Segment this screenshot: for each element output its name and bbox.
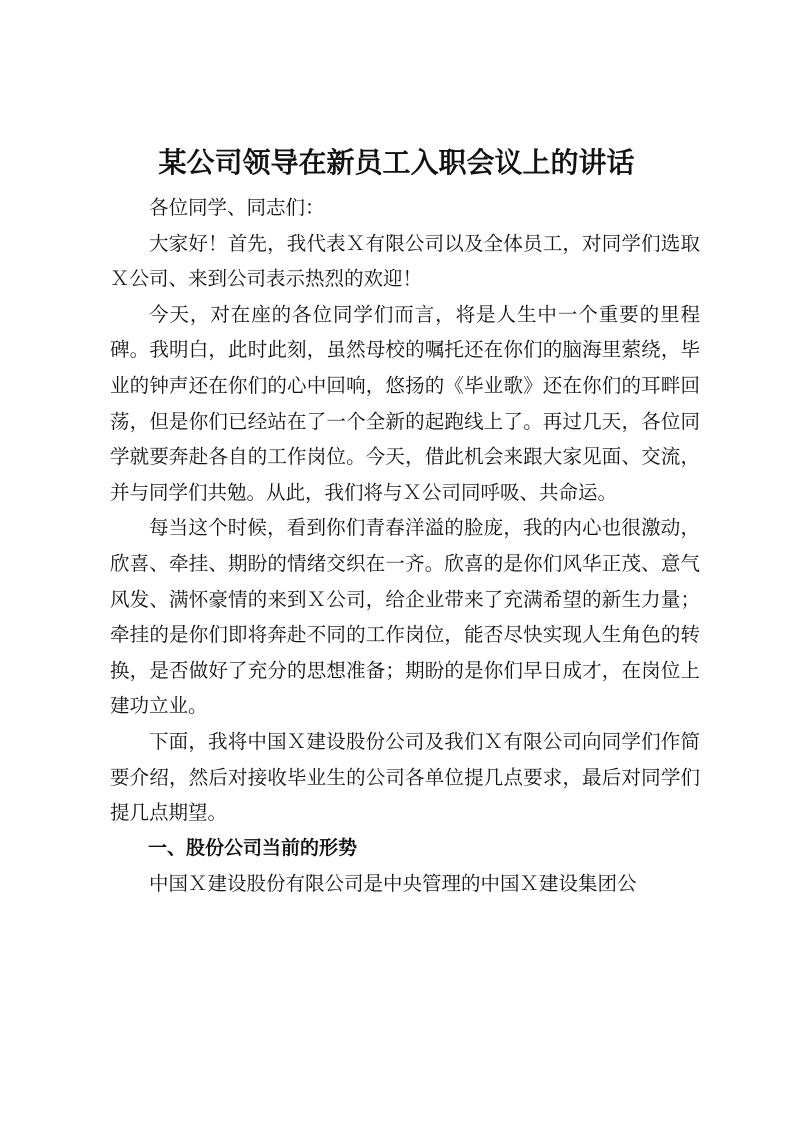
- paragraph-welcome: 大家好！首先，我代表Ｘ有限公司以及全体员工，对同学们选取Ｘ公司、来到公司表示热烈的欢迎！: [110, 231, 700, 291]
- paragraph-milestone: 今天，对在座的各位同学们而言，将是人生中一个重要的里程碑。我明白，此时此刻，虽然母校的嘱托还在你们的脑海里萦绕，毕业的钟声还在你们的心中回响，悠扬的《毕业歌》还在你们的耳畔回荡，但是你们已经站在了一个全新的起跑线上了。再过几天，各位同学就要奔赴各自的工作岗位。今天，借此机会来跟大家见面、交流，并与同学们共勉。从此，我们将与Ｘ公司同呼吸、共命运。: [110, 302, 700, 504]
- section-paragraph: 中国Ｘ建设股份有限公司是中央管理的中国Ｘ建设集团公: [149, 872, 637, 896]
- document-title: 某公司领导在新员工入职会议上的讲话: [158, 146, 635, 179]
- paragraph-emotions: 每当这个时候，看到你们青春洋溢的脸庞，我的内心也很激动，欣喜、牵挂、期盼的情绪交织在一齐。欣喜的是你们风华正茂、意气风发、满怀豪情的来到Ｘ公司，给企业带来了充满希望的新生力量；牵挂的是你们即将奔赴不同的工作岗位，能否尽快实现人生角色的转换，是否做好了充分的思想准备；期盼的是你们早日成才，在岗位上建功立业。: [110, 516, 700, 718]
- document-body: [110, 190, 700, 902]
- section-heading: 一、股份公司当前的形势: [148, 836, 358, 859]
- salutation: 各位同学、同志们：: [149, 196, 325, 219]
- paragraph-outline: 下面，我将中国Ｘ建设股份公司及我们Ｘ有限公司向同学们作简要介绍，然后对接收毕业生的公司各单位提几点要求，最后对同学们提几点期望。: [110, 729, 700, 825]
